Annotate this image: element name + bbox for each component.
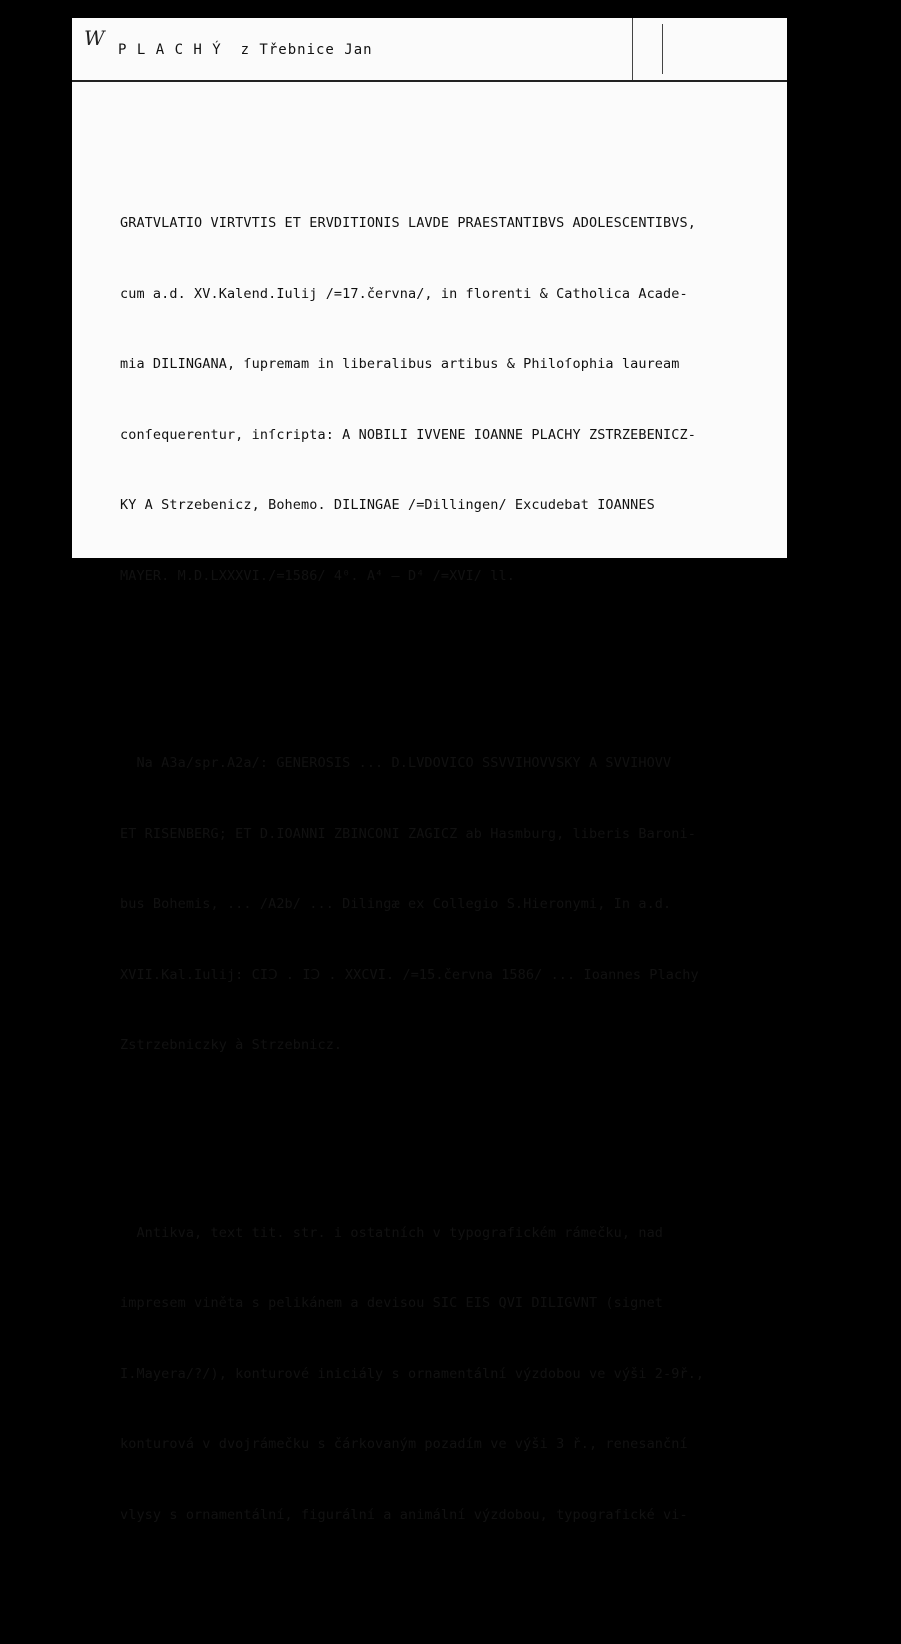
text-line: bus Bohemis, ... /A2b/ ... Dilingæ ex Collegio S.Hieronymi, In a.d. bbox=[120, 896, 672, 912]
text-line: ET RISENBERG; ET D.IOANNI ZBINCONI ZAGICZ ab Hasmburg, liberis Baroni- bbox=[120, 825, 696, 842]
card-body bbox=[120, 118, 788, 1644]
text-line: Antikva, text tit. str. i ostatních v typografickém rámečku, nad bbox=[120, 1224, 664, 1241]
punch-mark bbox=[632, 18, 633, 80]
text-line: I.Mayera/?/), konturové iniciály s ornamentální výzdobou ve výši 2-9ř., bbox=[120, 1365, 705, 1382]
text-line: XVII.Kal.Iulij: CIↃ . IↃ . XXCVI. /=15.června 1586/ ... Ioannes Plachy bbox=[120, 966, 699, 983]
text-line: mia DILINGANA, ſupremam in liberalibus artibus & Philoſophia lauream bbox=[120, 356, 680, 372]
text-line: conſequerentur, inſcripta: A NOBILI IVVENE IOANNE PLACHY ZSTRZEBENICZ- bbox=[120, 426, 696, 443]
text-line: MAYER. M.D.LXXXVI./=1586/ 4⁰. A⁴ – D⁴ /=XVI/ ll. bbox=[120, 567, 515, 584]
card-header bbox=[72, 18, 787, 82]
paragraph-description bbox=[120, 1175, 788, 1575]
catalog-card bbox=[72, 18, 787, 1523]
author-name: P L A C H Ý z Třebnice Jan bbox=[118, 42, 373, 58]
text-line: konturová v dvojrámečku s čárkovaným pozadím ve výši 3 ř., renesanční bbox=[120, 1436, 688, 1452]
handwritten-mark: W bbox=[84, 26, 105, 50]
text-line: KY A Strzebenicz, Bohemo. DILINGAE /=Dillingen/ Excudebat IOANNES bbox=[120, 497, 655, 513]
text-line: Zstrzebniczky à Strzebnicz. bbox=[120, 1037, 343, 1053]
text-line: cum a.d. XV.Kalend.Iulij /=17.června/, in florenti & Catholica Acade- bbox=[120, 285, 688, 302]
text-line: GRATVLATIO VIRTVTIS ET ERVDITIONIS LAVDE PRAESTANTIBVS ADOLESCENTIBVS, bbox=[120, 215, 696, 231]
text-line: vlysy s ornamentální, figurální a animální výzdobou, typografické vi- bbox=[120, 1506, 688, 1523]
text-line: impresem viněta s pelikánem a devisou SIC EIS QVI DILIGVNT (signet bbox=[120, 1295, 664, 1311]
punch-mark bbox=[662, 24, 663, 74]
paragraph-title bbox=[120, 165, 788, 635]
text-line: Na A3a/spr.A2a/: GENEROSIS ... D.LVDOVICO SSVVIHOVVSKY A SVVIHOVV bbox=[120, 755, 672, 771]
paragraph-dedication bbox=[120, 705, 788, 1105]
